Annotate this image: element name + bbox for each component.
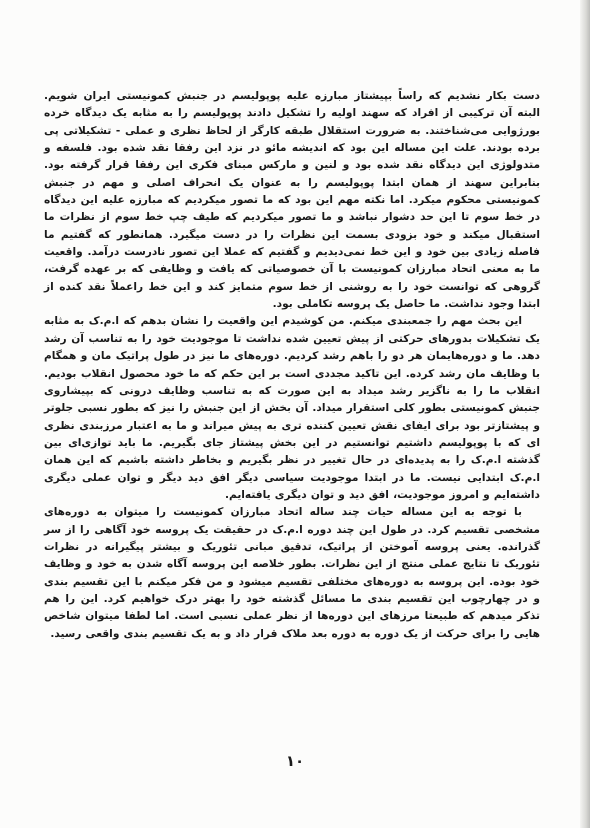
paragraph-2: این بحث مهم را جمعبندی میکنم. من کوشیدم این واقعیت را نشان بدهم که ا.م.ک به مثابه یک تشکیلات بدورهای حرکتی از پیش تعیین شده نداشت تا موجودیت خود را به تناسب آن رشد دهد. ما و دوره‌هایمان هر دو را باهم رشد کردیم. دوره‌های ما نیز در طول پراتیک مان و همگام با وظایف مان رشد کرده. این تاکید مجددی است بر این حکم که ما خود محصول انقلاب بودیم. انقلاب ما را به ناگزیر رشد میداد به این صورت که به تناسب وظایف درونی که بپیشاروی جنبش کمونیستی بطور کلی استقرار میداد. آن بخش از این جنبش را نیز که بطور نسبی جلوتر و پیشتازتر بود برای ایفای نقش تعیین کننده تری به پیش میراند و ما به اعتبار مرزبندی نظری ای که با پوپولیسم داشتیم توانستیم در این بخش پیشتاز جای بگیریم. ما باید توازی‌ای بین گذشته ا.م.ک را به پدیده‌ای در حال تغییر در نظر بگیریم و بخاطر داشته باشیم که این همان ا.م.ک ابتدایی نیست. ما در ابتدا موجودیت سیاسی دیگر افق دید دیگر و توان عملی دیگری داشته‌ایم و امروز موجودیت، افق دید و توان دیگری یافته‌ایم. [44,315,540,501]
page-edge-shadow [580,0,590,828]
body-text [44,88,540,643]
paragraph-1: دست بکار نشدیم که راساً بپیشتاز مبارزه علیه پوپولیسم در جنبش کمونیستی ایران شویم. البته آن ترکیبی از افراد که سهند اولیه را تشکیل دادند پوپولیسم را به مثابه یک دیدگاه خرده بورژوایی می‌شناختند. به ضرورت استقلال طبقه کارگر از لحاظ نظری و عملی - تشکیلاتی پی برده بودند. علت این مساله این بود که اندیشه مائو در نزد این رفقا نقد شده بود. فلسفه و متدولوژی این دیدگاه نقد شده بود و لنین و مارکس مبنای فکری این رفقا قرار گرفته بود. بنابراین سهند از همان ابتدا پوپولیسم را به عنوان یک انحراف اصلی و مهم در جنبش کمونیستی محکوم میکرد. اما نکته مهم این بود که ما تصور میکردیم که مبارزه علیه این دیدگاه در خط سوم تا این حد دشوار نباشد و ما تصور میکردیم که طیف چپ خط سوم از نظرات ما استقبال میکند و خود بزودی بسمت این نظرات را در دست میگیرد. همانطور که گفتیم ما فاصله زیادی بین خود و این خط نمی‌دیدیم و گفتیم که عملا این تصور نادرست درآمد. واقعیت ما به معنی اتحاد مبارزان کمونیست با آن خصوصیاتی که یافت و وظایفی که بر عهده گرفت، گروهی که توانست خود را به روشنی از خط سوم متمایز کند و این خط راعملاً نقد کنده از ابتدا وجود نداشت. ما حاصل یک پروسه تکاملی بود. [44,90,540,311]
paragraph-3: با توجه به این مساله حیات چند ساله اتحاد مبارزان کمونیست را میتوان به دوره‌های مشخصی تقسیم کرد. در طول این چند دوره ا.م.ک در حقیقت یک پروسه خود آگاهی را از سر گذرانده. یعنی پروسه آموختن از پراتیک، تدقیق مبانی تئوریک و بیشتر پیگیرانه در نظرات تئوریک تا نتایج عملی منتج از این نظرات. بطور خلاصه این پروسه آگاه شدن به خود و وظایف خود بوده. این پروسه به دوره‌های مختلفی تقسیم میشود و من فکر میکنم با این تقسیم بندی و در چهارچوب این تقسیم بندی ما مسائل گذشته خود را بهتر درک خواهیم کرد. این را هم تذکر میدهم که طبیعتا مرزهای این دوره‌ها از نظر عملی نسبی است. اما لطفا میتوان شاخص هایی را برای حرکت از یک دوره به دوره بعد ملاک قرار داد و به یک تقسیم بندی واقعی رسید. [44,506,540,640]
page-number: ۱۰ [285,752,305,770]
